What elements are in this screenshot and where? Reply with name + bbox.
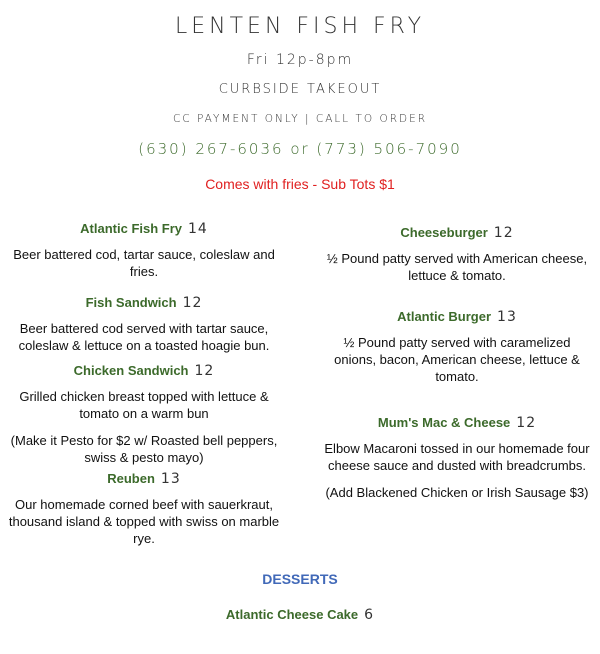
menu-item-fish-sandwich <box>6 294 282 354</box>
item-price: 14 <box>188 221 208 237</box>
fries-note: Comes with fries - Sub Tots $1 <box>205 176 395 192</box>
hours-text: Fri 12p-8pm <box>246 52 354 68</box>
item-name: Chicken Sandwich <box>73 363 189 378</box>
item-price: 12 <box>194 363 215 379</box>
menu-item-cheeseburger <box>322 224 592 284</box>
menu-item-atlantic-burger <box>322 308 592 385</box>
item-description: ½ Pound patty served with caramelized onions, bacon, American cheese, lettuce & tomato. <box>334 335 580 384</box>
item-description: Beer battered cod, tartar sauce, coleslaw and fries. <box>13 247 275 279</box>
menu-item-reuben <box>6 470 282 547</box>
item-price: 12 <box>182 295 203 311</box>
menu-title: LENTEN FISH FRY <box>174 14 426 39</box>
desserts-heading: DESSERTS <box>262 571 338 587</box>
menu-item-mac-and-cheese <box>322 414 592 501</box>
item-name: Mum's Mac & Cheese <box>377 415 511 430</box>
item-price: 13 <box>497 309 517 325</box>
menu-item-cheese-cake <box>0 606 600 624</box>
item-description: Elbow Macaroni tossed in our homemade four cheese sauce and dusted with breadcrumbs. <box>324 441 590 473</box>
item-note: (Add Blackened Chicken or Irish Sausage $3) <box>325 485 589 500</box>
item-price: 12 <box>493 225 514 241</box>
item-description: Our homemade corned beef with sauerkraut, thousand island & topped with swiss on marble rye. <box>8 497 280 546</box>
phone-numbers[interactable]: (630) 267-6036 or (773) 506-7090 <box>138 140 462 158</box>
item-price: 12 <box>516 415 537 431</box>
service-text: CURBSIDE TAKEOUT <box>218 82 382 97</box>
item-price: 6 <box>364 607 375 623</box>
item-description: Beer battered cod served with tartar sauce, coleslaw & lettuce on a toasted hoagie bun. <box>18 321 270 353</box>
payment-text: CC PAYMENT ONLY | CALL TO ORDER <box>172 113 428 125</box>
menu-item-chicken-sandwich <box>6 362 282 466</box>
item-name: Fish Sandwich <box>85 295 177 310</box>
item-name: Atlantic Cheese Cake <box>225 607 359 622</box>
item-name: Reuben <box>107 471 155 486</box>
item-description: Grilled chicken breast topped with lettuce & tomato on a warm bun <box>19 389 269 421</box>
item-price: 13 <box>160 471 181 487</box>
item-name: Atlantic Burger <box>397 309 492 324</box>
item-note: (Make it Pesto for $2 w/ Roasted bell peppers, swiss & pesto mayo) <box>10 433 278 465</box>
menu-item-atlantic-fish-fry <box>10 220 278 280</box>
item-name: Cheeseburger <box>400 225 488 240</box>
item-name: Atlantic Fish Fry <box>80 221 183 236</box>
item-description: ½ Pound patty served with American cheese, lettuce & tomato. <box>326 251 588 283</box>
